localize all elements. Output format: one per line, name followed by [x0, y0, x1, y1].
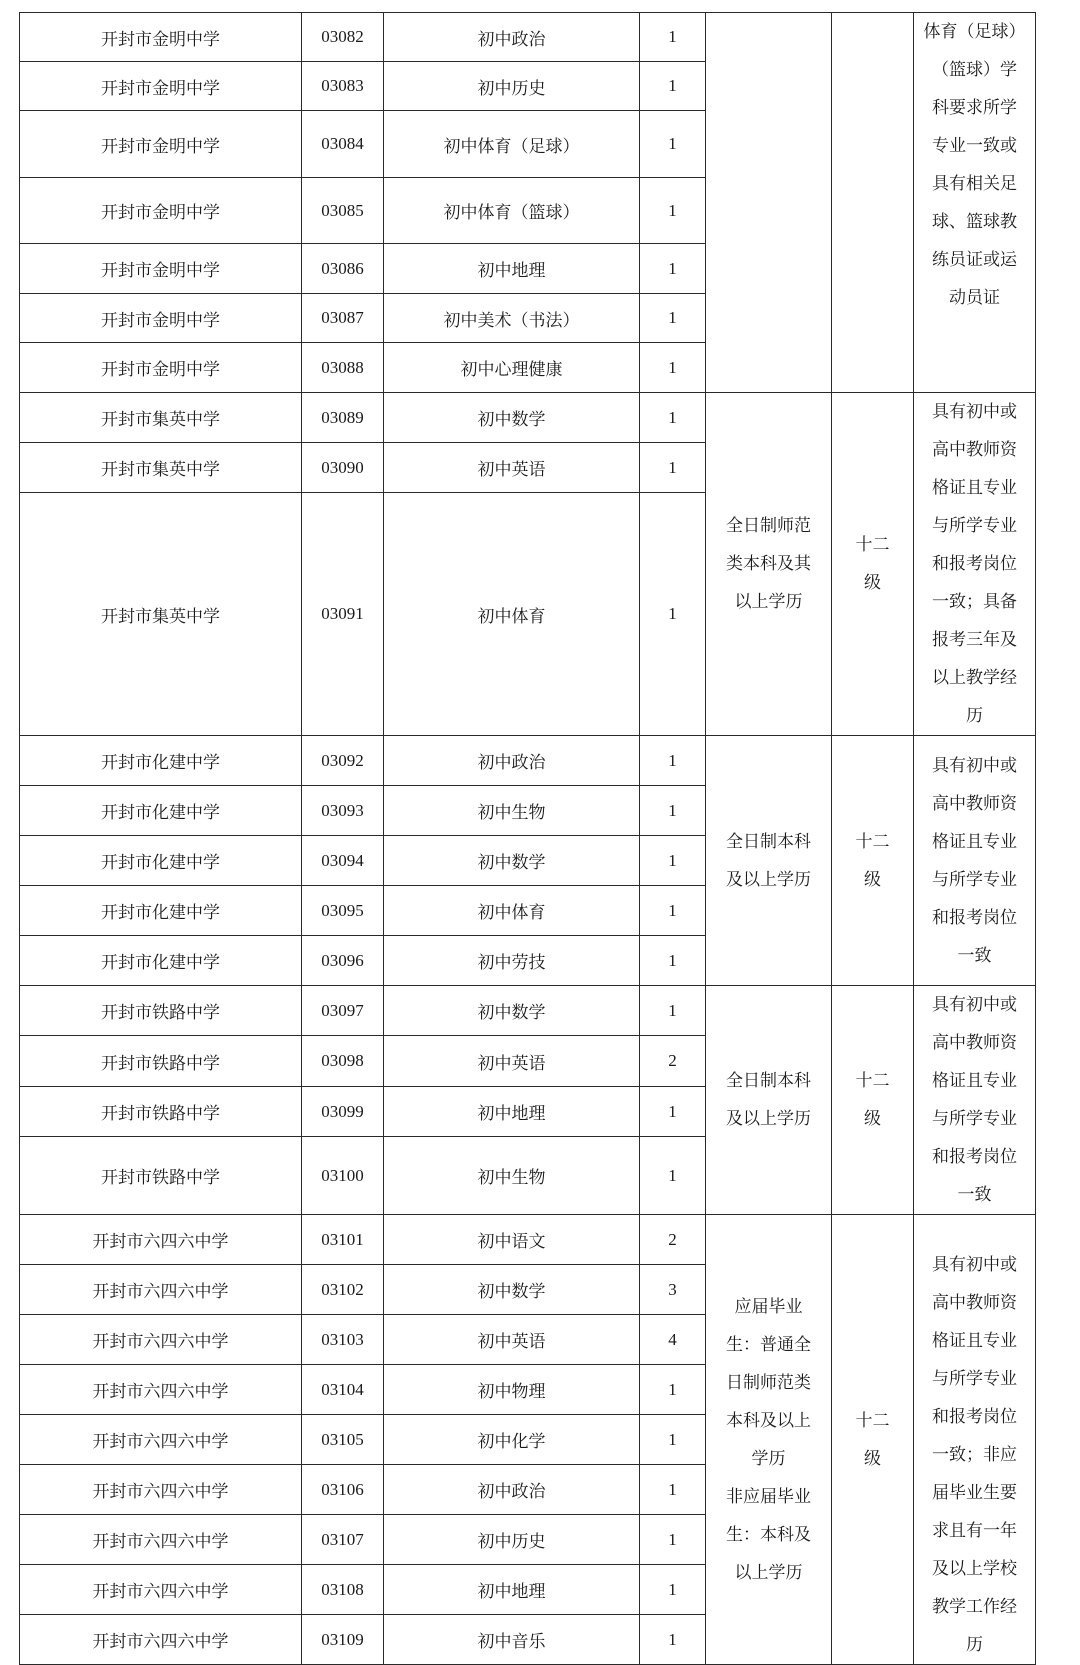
count-cell: 1: [640, 836, 706, 886]
count-cell: 1: [640, 1415, 706, 1465]
code-cell: 03104: [302, 1365, 384, 1415]
requirements-line: 高中教师资: [932, 1033, 1017, 1053]
code-cell: 03106: [302, 1465, 384, 1515]
education-cell: [706, 1215, 832, 1665]
count-cell: 2: [640, 1215, 706, 1265]
school-cell: 开封市铁路中学: [20, 1086, 302, 1136]
table-row: [20, 736, 1036, 786]
code-cell: 03103: [302, 1315, 384, 1365]
education-line: 类本科及其: [726, 554, 811, 574]
count-cell: 1: [640, 343, 706, 393]
requirements-line: 格证且专业: [932, 831, 1017, 852]
education-cell: [706, 986, 832, 1215]
table-body: [20, 13, 1036, 1665]
count-cell: 1: [640, 178, 706, 244]
education-line: 全日制师范: [726, 516, 811, 536]
requirements-line: 具有初中或: [932, 755, 1017, 776]
subject-cell: 初中地理: [384, 1086, 640, 1136]
subject-cell: 初中美术（书法）: [384, 294, 640, 343]
education-cell: [706, 736, 832, 986]
requirements-line: 一致: [957, 945, 992, 966]
subject-cell: 初中数学: [384, 986, 640, 1036]
school-cell: 开封市金明中学: [20, 343, 302, 393]
requirements-line: 具有初中或: [932, 995, 1017, 1015]
requirements-cell: [914, 986, 1036, 1215]
code-cell: 03082: [302, 13, 384, 62]
code-cell: 03105: [302, 1415, 384, 1465]
requirements-line: 格证且专业: [932, 1071, 1017, 1091]
subject-cell: 初中生物: [384, 1137, 640, 1215]
code-cell: 03090: [302, 443, 384, 493]
subject-cell: 初中英语: [384, 1315, 640, 1365]
level-line: 十二: [855, 1410, 890, 1431]
subject-cell: 初中体育: [384, 886, 640, 936]
requirements-line: 与所学专业: [932, 516, 1017, 536]
subject-cell: 初中体育（足球）: [384, 111, 640, 178]
school-cell: 开封市金明中学: [20, 294, 302, 343]
requirements-line: 一致: [957, 1185, 992, 1205]
requirements-cell: [914, 13, 1036, 393]
count-cell: 1: [640, 1365, 706, 1415]
subject-cell: 初中生物: [384, 786, 640, 836]
level-line: 级: [864, 1448, 881, 1469]
code-cell: 03095: [302, 886, 384, 936]
subject-cell: 初中政治: [384, 13, 640, 62]
requirements-line: 历: [966, 706, 983, 726]
requirements-line: 动员证: [949, 288, 1000, 308]
code-cell: 03100: [302, 1137, 384, 1215]
count-cell: 1: [640, 1515, 706, 1565]
requirements-line: 教学工作经: [932, 1597, 1017, 1617]
subject-cell: 初中体育（篮球）: [384, 178, 640, 244]
count-cell: 1: [640, 1465, 706, 1515]
education-line: 以上学历: [734, 592, 803, 612]
count-cell: 1: [640, 13, 706, 62]
count-cell: 1: [640, 244, 706, 294]
code-cell: 03098: [302, 1036, 384, 1086]
count-cell: 1: [640, 393, 706, 443]
requirements-line: （篮球）学: [932, 60, 1017, 80]
subject-cell: 初中英语: [384, 443, 640, 493]
code-cell: 03109: [302, 1615, 384, 1665]
school-cell: 开封市六四六中学: [20, 1515, 302, 1565]
school-cell: 开封市六四六中学: [20, 1265, 302, 1315]
school-cell: 开封市六四六中学: [20, 1315, 302, 1365]
code-cell: 03092: [302, 736, 384, 786]
requirements-line: 格证且专业: [932, 1331, 1017, 1351]
table-row: [20, 1215, 1036, 1265]
requirements-line: 具有初中或: [932, 402, 1017, 422]
requirements-line: 一致；非应: [932, 1445, 1017, 1465]
education-line: 生：普通全: [726, 1334, 811, 1355]
level-line: 十二: [855, 1071, 890, 1091]
education-line: 全日制本科: [726, 831, 811, 852]
count-cell: 1: [640, 886, 706, 936]
subject-cell: 初中化学: [384, 1415, 640, 1465]
school-cell: 开封市集英中学: [20, 493, 302, 736]
subject-cell: 初中数学: [384, 836, 640, 886]
requirements-cell: [914, 393, 1036, 736]
count-cell: 1: [640, 786, 706, 836]
education-line: 及以上学历: [726, 1109, 811, 1129]
education-cell: [706, 393, 832, 736]
subject-cell: 初中历史: [384, 62, 640, 111]
level-line: 十二: [855, 535, 890, 555]
level-cell: [832, 13, 914, 393]
school-cell: 开封市化建中学: [20, 936, 302, 986]
count-cell: 4: [640, 1315, 706, 1365]
requirements-line: 格证且专业: [932, 478, 1017, 498]
subject-cell: 初中数学: [384, 1265, 640, 1315]
requirements-line: 与所学专业: [932, 869, 1017, 890]
requirements-line: 与所学专业: [932, 1369, 1017, 1389]
count-cell: 1: [640, 62, 706, 111]
code-cell: 03101: [302, 1215, 384, 1265]
subject-cell: 初中地理: [384, 244, 640, 294]
requirements-line: 与所学专业: [932, 1109, 1017, 1129]
count-cell: 1: [640, 1615, 706, 1665]
code-cell: 03099: [302, 1086, 384, 1136]
school-cell: 开封市金明中学: [20, 178, 302, 244]
code-cell: 03094: [302, 836, 384, 886]
requirements-line: 和报考岗位: [932, 1147, 1017, 1167]
subject-cell: 初中数学: [384, 393, 640, 443]
education-line: 生：本科及: [726, 1524, 811, 1545]
table-row: [20, 393, 1036, 443]
requirements-line: 具有初中或: [932, 1255, 1017, 1275]
school-cell: 开封市六四六中学: [20, 1565, 302, 1615]
education-line: 及以上学历: [726, 869, 811, 890]
level-line: 级: [864, 573, 881, 593]
requirements-line: 和报考岗位: [932, 554, 1017, 574]
school-cell: 开封市金明中学: [20, 244, 302, 294]
code-cell: 03089: [302, 393, 384, 443]
school-cell: 开封市铁路中学: [20, 1137, 302, 1215]
count-cell: 1: [640, 736, 706, 786]
school-cell: 开封市化建中学: [20, 736, 302, 786]
requirements-line: 历: [966, 1635, 983, 1655]
table-row: [20, 13, 1036, 62]
education-line: 全日制本科: [726, 1071, 811, 1091]
level-cell: [832, 393, 914, 736]
subject-cell: 初中体育: [384, 493, 640, 736]
school-cell: 开封市集英中学: [20, 393, 302, 443]
school-cell: 开封市铁路中学: [20, 1036, 302, 1086]
education-cell: [706, 13, 832, 393]
level-cell: [832, 736, 914, 986]
code-cell: 03083: [302, 62, 384, 111]
subject-cell: 初中地理: [384, 1565, 640, 1615]
requirements-line: 专业一致或: [932, 136, 1017, 156]
school-cell: 开封市集英中学: [20, 443, 302, 493]
school-cell: 开封市化建中学: [20, 836, 302, 886]
subject-cell: 初中历史: [384, 1515, 640, 1565]
code-cell: 03086: [302, 244, 384, 294]
school-cell: 开封市六四六中学: [20, 1415, 302, 1465]
code-cell: 03096: [302, 936, 384, 986]
school-cell: 开封市金明中学: [20, 111, 302, 178]
requirements-line: 球、篮球教: [932, 212, 1017, 232]
school-cell: 开封市铁路中学: [20, 986, 302, 1036]
count-cell: 1: [640, 1086, 706, 1136]
subject-cell: 初中劳技: [384, 936, 640, 986]
table-row: [20, 986, 1036, 1036]
requirements-line: 高中教师资: [932, 1293, 1017, 1313]
level-line: 十二: [855, 831, 890, 852]
code-cell: 03093: [302, 786, 384, 836]
school-cell: 开封市六四六中学: [20, 1465, 302, 1515]
requirements-line: 科要求所学: [932, 98, 1017, 118]
requirements-line: 体育（足球）: [923, 22, 1026, 42]
education-line: 学历: [751, 1448, 786, 1469]
school-cell: 开封市金明中学: [20, 13, 302, 62]
school-cell: 开封市六四六中学: [20, 1215, 302, 1265]
code-cell: 03091: [302, 493, 384, 736]
requirements-line: 及以上学校: [932, 1559, 1017, 1579]
requirements-line: 和报考岗位: [932, 907, 1017, 928]
requirements-cell: [914, 736, 1036, 986]
level-cell: [832, 1215, 914, 1665]
code-cell: 03084: [302, 111, 384, 178]
recruitment-table: [19, 12, 1036, 1665]
requirements-line: 练员证或运: [932, 250, 1017, 270]
subject-cell: 初中音乐: [384, 1615, 640, 1665]
school-cell: 开封市化建中学: [20, 886, 302, 936]
school-cell: 开封市金明中学: [20, 62, 302, 111]
requirements-line: 和报考岗位: [932, 1407, 1017, 1427]
subject-cell: 初中英语: [384, 1036, 640, 1086]
level-line: 级: [864, 1109, 881, 1129]
requirements-line: 以上教学经: [932, 668, 1017, 688]
code-cell: 03102: [302, 1265, 384, 1315]
education-line: 以上学历: [734, 1562, 803, 1583]
requirements-line: 具有相关足: [932, 174, 1017, 194]
code-cell: 03087: [302, 294, 384, 343]
code-cell: 03107: [302, 1515, 384, 1565]
count-cell: 2: [640, 1036, 706, 1086]
requirements-line: 报考三年及: [932, 630, 1017, 650]
count-cell: 1: [640, 294, 706, 343]
requirements-line: 求且有一年: [932, 1521, 1017, 1541]
requirements-line: 一致；具备: [932, 592, 1017, 612]
subject-cell: 初中物理: [384, 1365, 640, 1415]
school-cell: 开封市六四六中学: [20, 1365, 302, 1415]
code-cell: 03085: [302, 178, 384, 244]
subject-cell: 初中政治: [384, 736, 640, 786]
count-cell: 1: [640, 111, 706, 178]
subject-cell: 初中心理健康: [384, 343, 640, 393]
education-line: 日制师范类: [726, 1372, 811, 1393]
count-cell: 1: [640, 443, 706, 493]
education-line: 应届毕业: [734, 1296, 803, 1317]
count-cell: 1: [640, 1137, 706, 1215]
count-cell: 1: [640, 936, 706, 986]
school-cell: 开封市六四六中学: [20, 1615, 302, 1665]
subject-cell: 初中政治: [384, 1465, 640, 1515]
school-cell: 开封市化建中学: [20, 786, 302, 836]
count-cell: 1: [640, 493, 706, 736]
requirements-line: 高中教师资: [932, 440, 1017, 460]
code-cell: 03108: [302, 1565, 384, 1615]
education-line: 本科及以上: [726, 1410, 811, 1431]
requirements-line: 届毕业生要: [932, 1483, 1017, 1503]
requirements-cell: [914, 1215, 1036, 1665]
level-line: 级: [864, 869, 881, 890]
code-cell: 03088: [302, 343, 384, 393]
count-cell: 1: [640, 1565, 706, 1615]
subject-cell: 初中语文: [384, 1215, 640, 1265]
requirements-line: 高中教师资: [932, 793, 1017, 814]
count-cell: 1: [640, 986, 706, 1036]
count-cell: 3: [640, 1265, 706, 1315]
level-cell: [832, 986, 914, 1215]
code-cell: 03097: [302, 986, 384, 1036]
education-line: 非应届毕业: [726, 1486, 811, 1507]
